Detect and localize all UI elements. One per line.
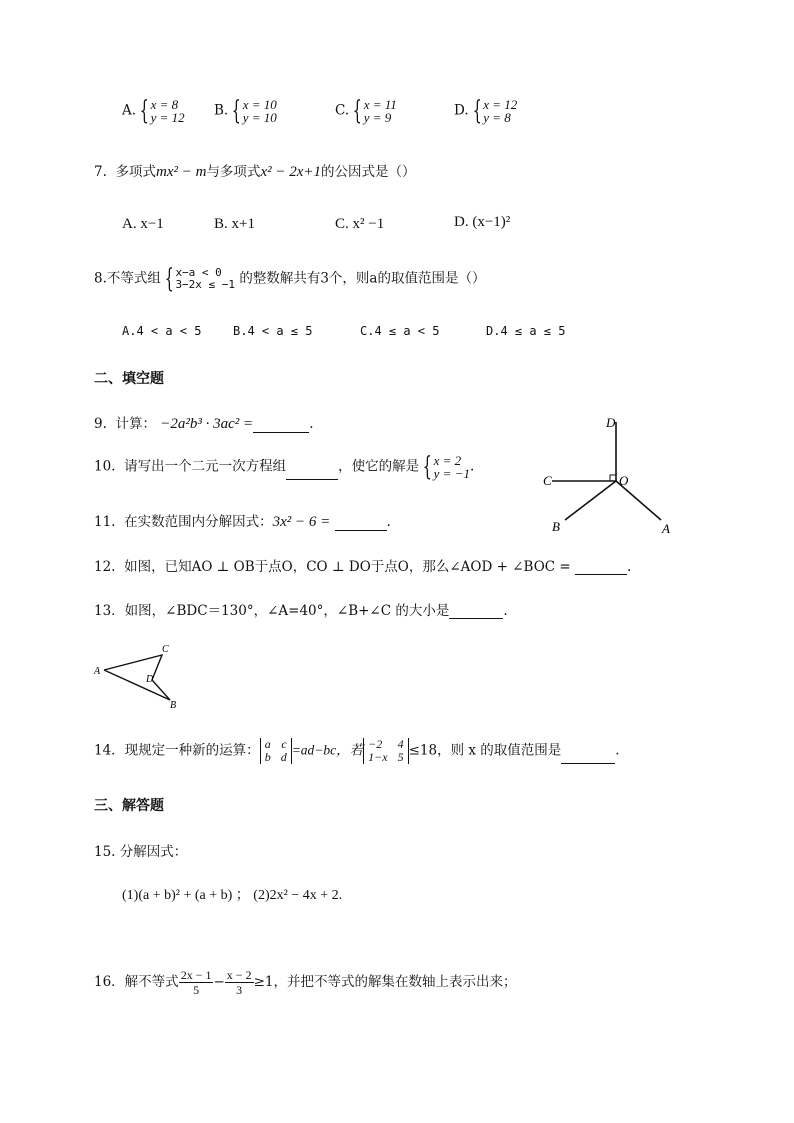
numerator: 2x − 1 xyxy=(180,968,212,982)
det-cell: c xyxy=(281,737,287,751)
text: . xyxy=(615,742,620,759)
numerator: x − 2 xyxy=(226,968,252,982)
system-line: y = −1 xyxy=(433,466,470,481)
question-number: 7. xyxy=(94,164,107,180)
answer-blank[interactable] xyxy=(561,749,615,764)
text: 13．如图，∠BDC＝130°，∠A=40°，∠B+∠C 的大小是 xyxy=(94,603,450,619)
math-expr: −2a²b³ · 3ac² = xyxy=(160,416,254,432)
question-15-title: 15. 分解因式： xyxy=(94,844,188,860)
option-text: D. (x−1)² xyxy=(454,214,511,230)
option-text: A. x−1 xyxy=(122,216,164,232)
text: . xyxy=(309,416,314,432)
q6-option-d xyxy=(454,98,517,124)
question-10 xyxy=(94,454,474,480)
det-cell: −2 xyxy=(368,737,383,751)
math-expr: =ad−bc，若 xyxy=(291,742,364,758)
question-number: 9. xyxy=(94,416,107,432)
determinant-condition xyxy=(363,738,408,764)
concave-quadrilateral xyxy=(104,655,170,700)
question-14 xyxy=(94,738,620,764)
q6-option-b xyxy=(214,98,277,124)
q6-option-c xyxy=(335,98,397,124)
option-text: B. x+1 xyxy=(214,216,255,232)
brace-icon: { xyxy=(231,96,242,126)
denominator: 3 xyxy=(236,983,243,997)
denominator: 5 xyxy=(193,983,200,997)
det-cell: 4 xyxy=(397,737,404,751)
section-heading: 二、填空题 xyxy=(94,371,164,387)
system-line: x = 2 xyxy=(433,453,462,468)
text: 14．现规定一种新的运算： xyxy=(94,742,260,759)
q8-option-a: A.4 < a < 5 xyxy=(122,324,202,338)
label-d: D xyxy=(146,674,154,685)
label-a: A xyxy=(662,521,670,536)
label-a: A xyxy=(94,666,101,677)
text: 请写出一个二元一次方程组 xyxy=(124,458,287,475)
label-b: B xyxy=(552,519,560,534)
q7-option-c xyxy=(335,216,384,233)
brace-icon: { xyxy=(352,96,362,126)
system-line: x = 12 xyxy=(483,97,518,112)
text: ≥1，并把不等式的解集在数轴上表示出来； xyxy=(253,974,517,990)
system-line: y = 12 xyxy=(150,110,185,125)
figure-q12 xyxy=(536,410,686,540)
text: 与多项式 xyxy=(206,164,261,180)
question-16 xyxy=(94,968,516,997)
section-heading: 三、解答题 xyxy=(94,798,164,814)
option-label: C. xyxy=(335,102,350,119)
fraction xyxy=(179,968,214,997)
option-label: B. xyxy=(214,102,229,119)
text: . xyxy=(503,603,508,619)
right-angle-mark xyxy=(610,475,616,481)
q7-option-b xyxy=(214,216,255,233)
text: 的整数解共有3个，则a的取值范围是（） xyxy=(239,270,486,287)
answer-blank[interactable] xyxy=(286,465,338,480)
text: 计算： xyxy=(115,416,156,432)
text: 的公因式是（） xyxy=(321,164,416,180)
brace-icon: { xyxy=(139,96,149,126)
label-c: C xyxy=(162,644,169,655)
q8-option-b: B.4 < a ≤ 5 xyxy=(233,324,313,338)
system-line: y = 8 xyxy=(483,110,511,125)
text: . xyxy=(469,458,475,475)
answer-blank[interactable] xyxy=(449,604,503,619)
label-c: C xyxy=(543,473,552,488)
system-line: x = 11 xyxy=(363,97,397,112)
question-15-parts: (1)(a + b)² + (a + b) ； (2)2x² − 4x + 2. xyxy=(122,888,343,903)
math-expr: 3x² − 6 = xyxy=(272,514,331,530)
figure-q13 xyxy=(90,640,190,715)
q6-option-a xyxy=(122,98,185,124)
label-b: B xyxy=(170,700,177,711)
text: 如图，已知AO ⊥ OB于点O，CO ⊥ DO于点O，那么∠AOD + ∠BOC = xyxy=(124,559,571,575)
q7-option-a xyxy=(122,216,164,233)
question-number: 12. xyxy=(94,559,116,575)
equation-system xyxy=(136,98,185,124)
det-cell: a xyxy=(264,737,271,751)
option-text: C. x² −1 xyxy=(335,216,385,232)
ray-ob xyxy=(565,481,616,520)
question-number: 11. xyxy=(94,514,116,530)
math-expr: mx² − m xyxy=(155,164,207,180)
text: ≤18，则 x 的取值范围是 xyxy=(408,742,562,759)
text: ，使它的解是 xyxy=(338,458,420,475)
text: 8.不等式组 xyxy=(94,270,161,287)
system-line: x = 10 xyxy=(242,97,277,112)
system-line: 3−2x ≤ −1 xyxy=(175,278,236,291)
question-11 xyxy=(94,510,391,531)
text: − xyxy=(213,974,225,990)
question-7 xyxy=(94,160,416,181)
answer-blank[interactable] xyxy=(575,560,627,575)
label-d: D xyxy=(606,415,616,430)
math-expr: x² − 2x+1 xyxy=(260,164,321,180)
brace-icon: { xyxy=(164,264,174,294)
text: 16．解不等式 xyxy=(94,974,179,990)
answer-blank[interactable] xyxy=(253,418,309,433)
determinant-definition xyxy=(260,738,292,764)
system-line: x = 8 xyxy=(150,97,179,112)
text: 在实数范围内分解因式： xyxy=(124,514,273,530)
q8-option-d: D.4 ≤ a ≤ 5 xyxy=(486,324,566,338)
option-label: A. xyxy=(122,102,137,119)
det-cell: 1−x xyxy=(368,750,388,764)
text: . xyxy=(627,559,632,575)
text: 多项式 xyxy=(115,164,156,180)
label-o: O xyxy=(619,473,629,488)
text: . xyxy=(386,514,391,530)
question-12 xyxy=(94,555,631,575)
question-13 xyxy=(94,599,508,619)
brace-icon: { xyxy=(422,452,432,482)
det-cell: d xyxy=(280,750,287,764)
answer-blank[interactable] xyxy=(335,516,387,531)
question-9 xyxy=(94,412,313,433)
det-cell: 5 xyxy=(397,750,404,764)
q8-option-c: C.4 ≤ a < 5 xyxy=(360,324,440,338)
brace-icon: { xyxy=(472,96,482,126)
question-number: 10. xyxy=(94,458,116,475)
system-line: x−a < 0 xyxy=(175,266,222,279)
system-line: y = 10 xyxy=(242,110,277,125)
q7-option-d xyxy=(454,214,510,231)
det-cell: b xyxy=(264,750,271,764)
option-label: D. xyxy=(454,102,469,119)
question-8 xyxy=(94,266,485,292)
system-line: y = 9 xyxy=(363,110,392,125)
fraction xyxy=(225,968,254,997)
